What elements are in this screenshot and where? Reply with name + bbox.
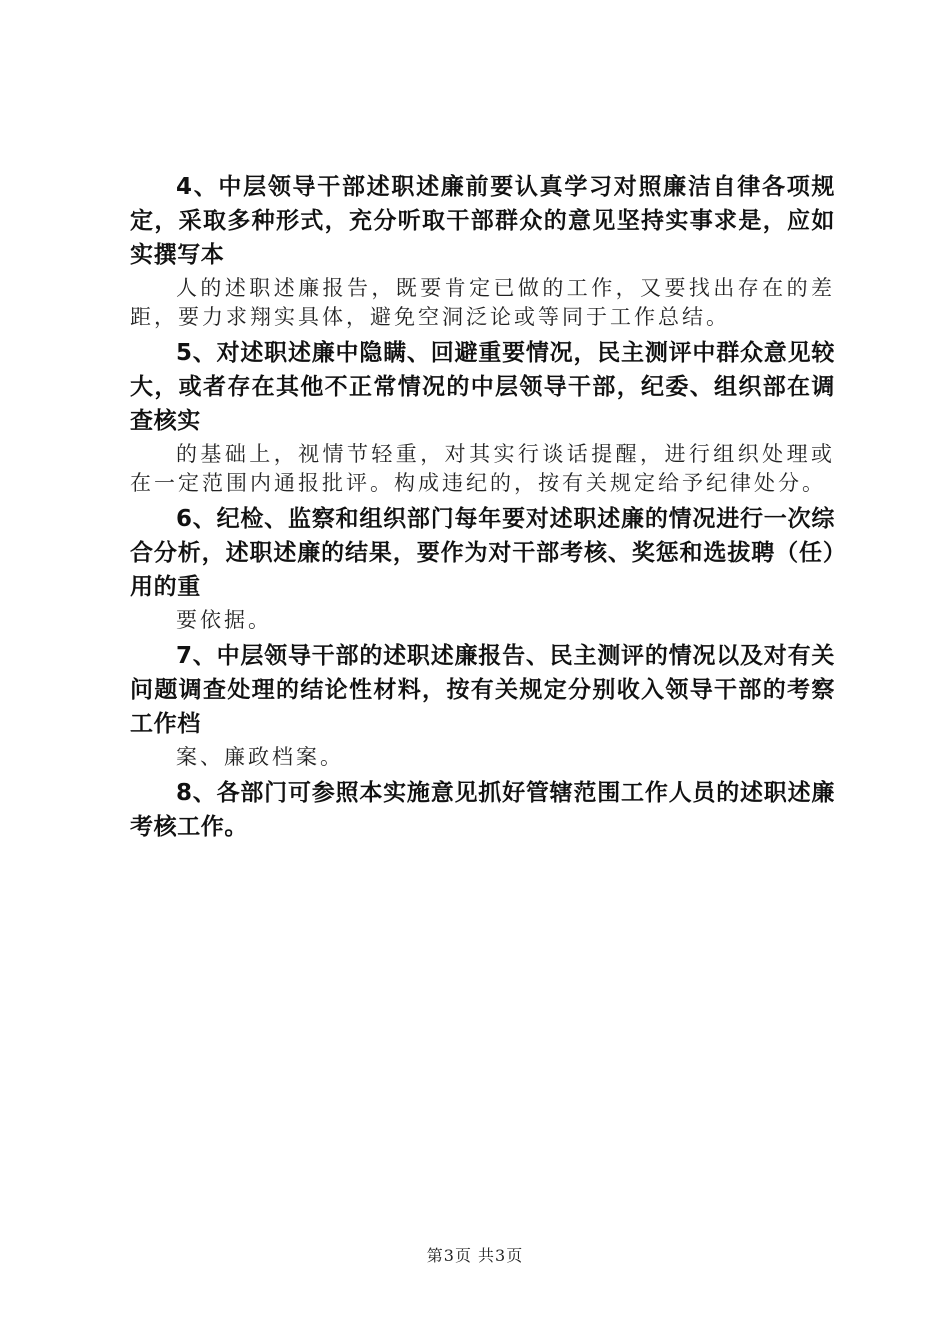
paragraph-item-6: 6、纪检、监察和组织部门每年要对述职述廉的情况进行一次综合分析，述职述廉的结果，要作为对干部考核、奖惩和选拔聘（任）用的重 xyxy=(130,506,835,600)
paragraph-item-6-continued: 要依据。 xyxy=(176,608,272,632)
paragraph-item-4-continued: 人的述职述廉报告，既要肯定已做的工作，又要找出存在的差距，要力求翔实具体，避免空洞泛论或等同于工作总结。 xyxy=(130,276,835,329)
page-number-footer: 第3页 共3页 xyxy=(426,1246,524,1265)
paragraph-item-7-continued: 案、廉政档案。 xyxy=(176,745,344,769)
paragraph-item-8: 8、各部门可参照本实施意见抓好管辖范围工作人员的述职述廉考核工作。 xyxy=(130,780,835,840)
paragraph-item-7: 7、中层领导干部的述职述廉报告、民主测评的情况以及对有关问题调查处理的结论性材料，按有关规定分别收入领导干部的考察工作档 xyxy=(130,643,835,737)
document-body xyxy=(130,170,835,844)
paragraph-item-5-continued: 的基础上，视情节轻重，对其实行谈话提醒，进行组织处理或在一定范围内通报批评。构成违纪的，按有关规定给予纪律处分。 xyxy=(130,442,835,495)
paragraph-item-4: 4、中层领导干部述职述廉前要认真学习对照廉洁自律各项规定，采取多种形式，充分听取干部群众的意见坚持实事求是，应如实撰写本 xyxy=(130,174,835,268)
paragraph-item-5: 5、对述职述廉中隐瞒、回避重要情况，民主测评中群众意见较大，或者存在其他不正常情况的中层领导干部，纪委、组织部在调查核实 xyxy=(130,340,835,434)
